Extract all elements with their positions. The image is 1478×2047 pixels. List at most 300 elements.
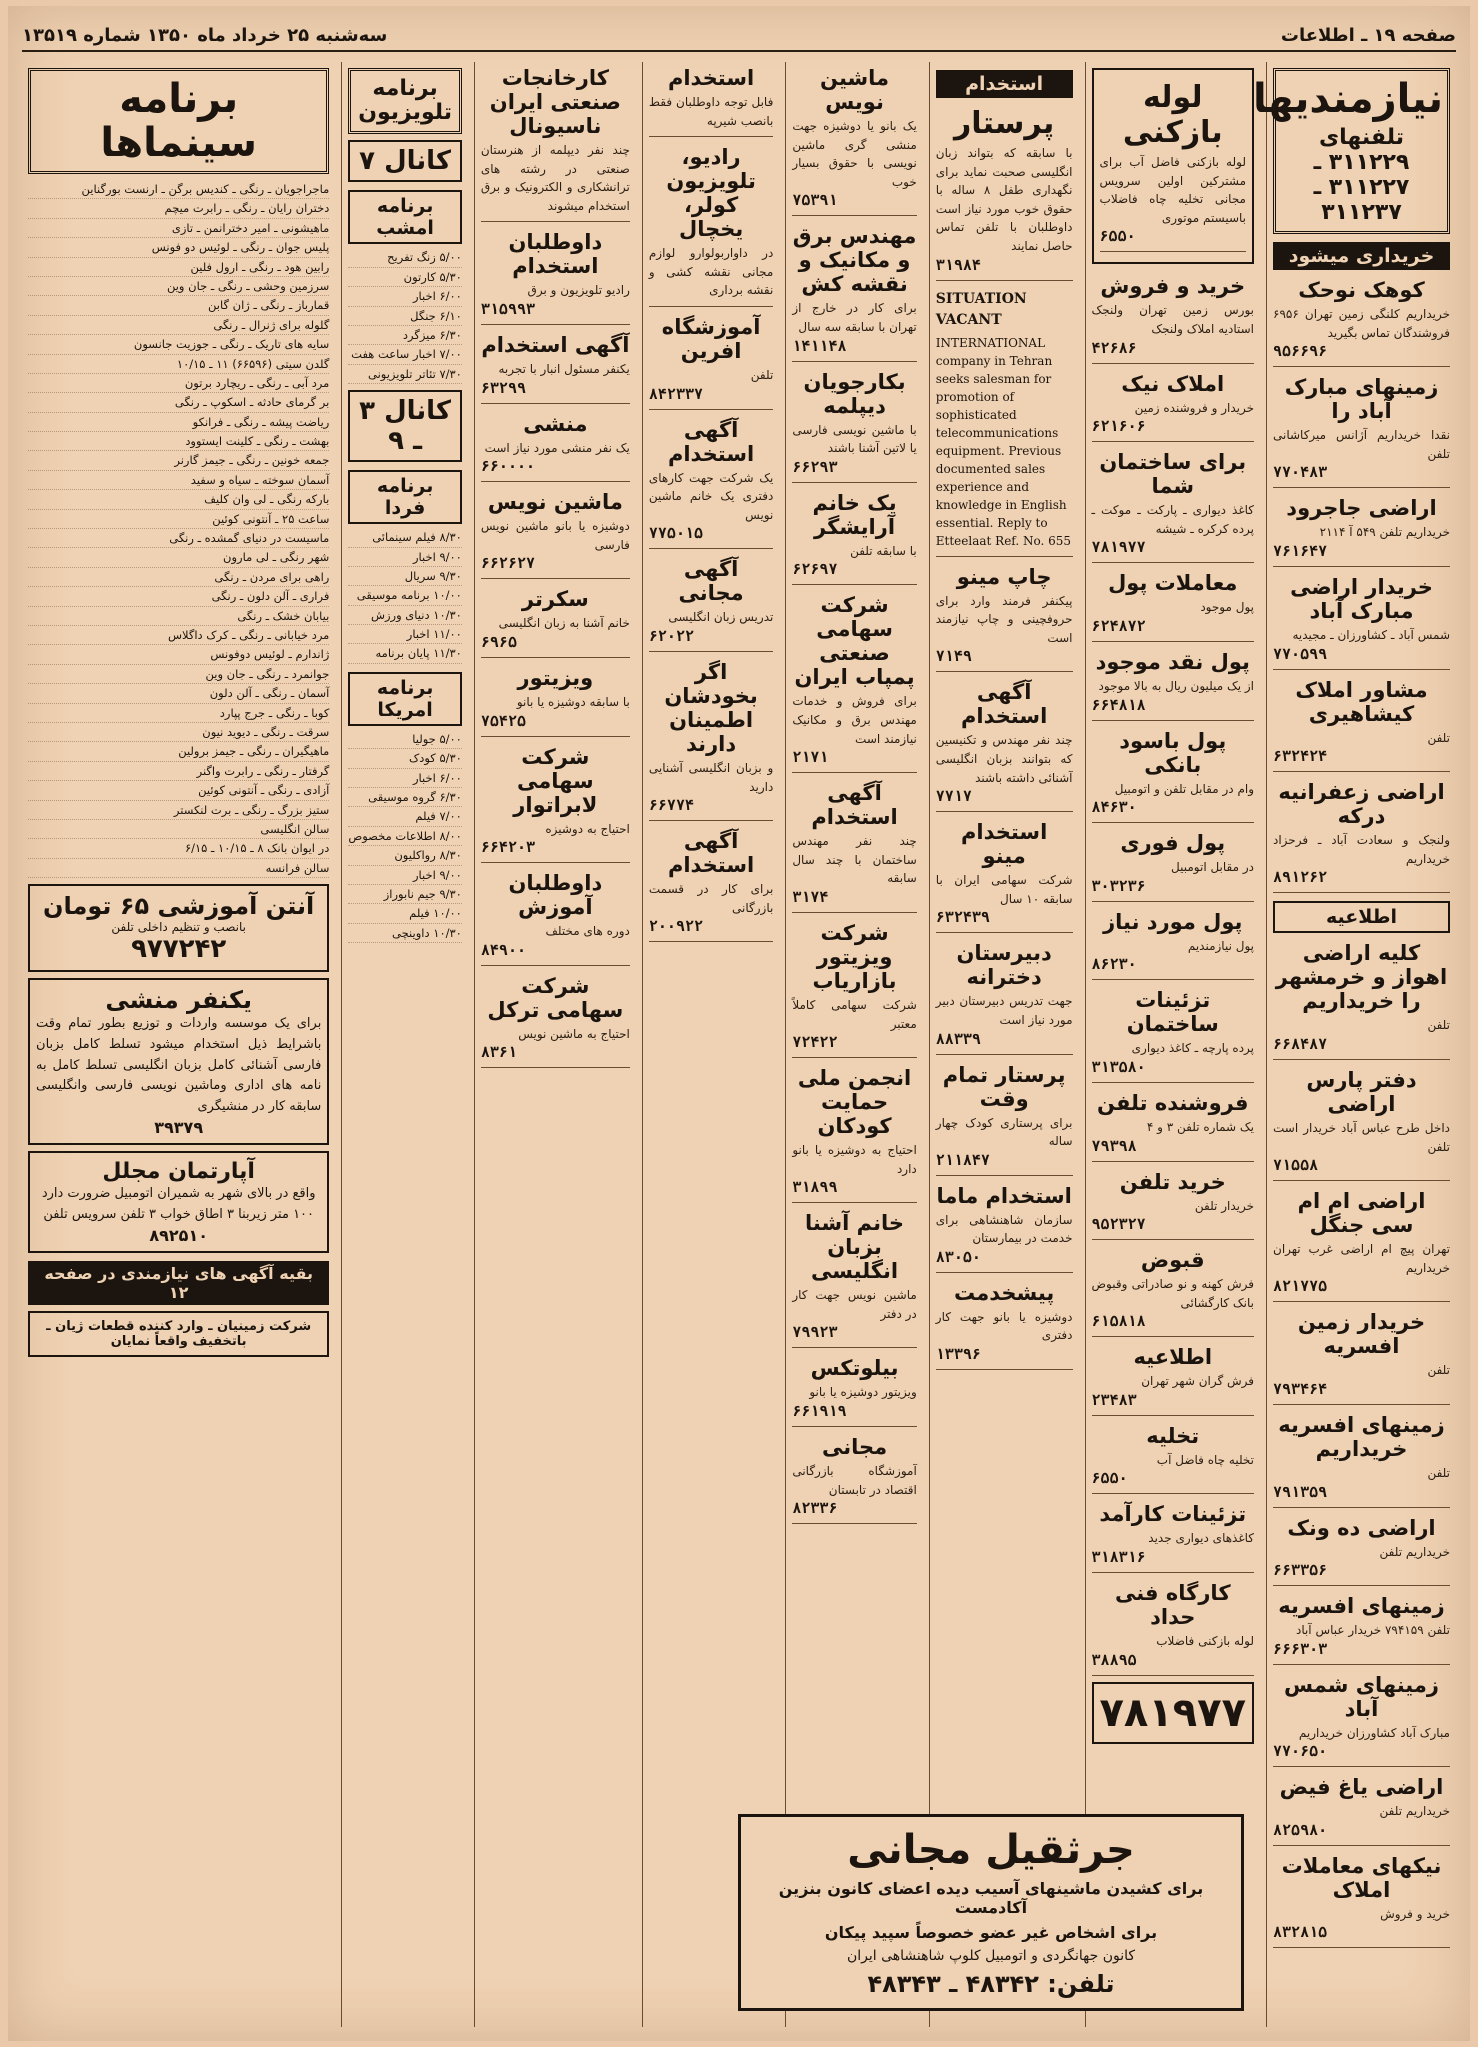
ad (792, 917, 916, 1058)
ad-phone: ۶۶۲۹۳ (792, 457, 838, 476)
cinema-listing: بهشت ـ رنگی ـ کلینت ایستوود (28, 432, 329, 451)
column-estekhdam (929, 62, 1079, 2027)
cinema-listing: ماجراجویان ـ رنگی ـ کندیس برگن ـ ارنست بورگناین (28, 180, 329, 199)
ad-text: دوشیزه یا بانو جهت کار دفتری (935, 1309, 1073, 1343)
ad (936, 102, 1073, 281)
ad-heading: یکنفر منشی (105, 986, 253, 1015)
ad (1092, 1166, 1254, 1241)
towing-line-2: برای اشخاص غیر عضو خصوصاً سپید پیکان (824, 1923, 1158, 1942)
cinema-listing: سالن فرانسه (28, 859, 329, 878)
ad-heading: ماشین نویس (487, 490, 623, 515)
america-title: برنامه امریکا (348, 672, 462, 726)
ad-heading: تزئینات کارآمد (1099, 1502, 1247, 1527)
ad-text: لوله بازکنی فاضلاب (1156, 1634, 1254, 1649)
cinema-listing: بر گرمای حادثه ـ اسکوپ ـ رنگی (28, 393, 329, 412)
cinema-listing: گرفتار ـ رنگی ـ رابرت واگنر (28, 762, 329, 781)
ad (1273, 1185, 1450, 1302)
ad-phone: ۷۷۰۶۵۰ (1273, 1742, 1328, 1761)
ad-phone: ۷۵۴۲۵ (480, 711, 527, 730)
channel-7: کانال ۷ (348, 140, 462, 182)
ad-text: و بزبان انگلیسی آشنایی دارید (648, 760, 774, 794)
cinema-listing: آسمان ـ رنگی ـ آلن دلون (28, 684, 329, 703)
ad-heading: آگهی استخدام (961, 680, 1048, 729)
ad-text: شرکت سهامی ایران با سابقه ۱۰ سال (935, 873, 1073, 906)
cinema-listing: ژاندارم ـ لوئیس دوفونس (28, 645, 329, 664)
towing-heading: جرثقیل مجانی (847, 1827, 1135, 1873)
ad-heading: آگهی استخدام (811, 781, 898, 830)
column-karkhaneh (474, 62, 636, 2027)
cinema-listing: ریاضت پیشه ـ رنگی ـ فرانکو (28, 413, 329, 432)
ad-text: یک بانو یا دوشیزه جهت منشی گری ماشین نویسی با حقوق بسیار خوب (792, 119, 917, 189)
ad-text: یک شماره تلفن ۳ و ۴ (1146, 1119, 1254, 1134)
ad (1092, 567, 1254, 642)
ad-phone: ۷۱۴۹ (935, 647, 972, 666)
ad (1273, 492, 1450, 567)
ad-phone: ۶۶۴۸۱۸ (1091, 695, 1146, 714)
ad (1273, 371, 1450, 488)
america-program-line: ۹/۰۰ اخبار (348, 866, 462, 885)
ad-heading: اراضی ده ونک (1287, 1515, 1436, 1540)
ad-heading: آگهی استخدام (481, 332, 630, 357)
ad (1273, 1306, 1450, 1405)
america-program-line: ۶/۰۰ اخبار (348, 769, 462, 788)
ad-text: ماشین نویس جهت کار در دفتر (792, 1288, 917, 1321)
ad-phone: ۶۱۵۸۱۸ (1091, 1312, 1146, 1331)
ad-text: آموزشگاه بازرگانی اقتصاد در تابستان (792, 1464, 917, 1497)
ad (1273, 1771, 1450, 1846)
ad-heading: فروشنده تلفن (1097, 1090, 1249, 1115)
ad-text: وام در مقابل تلفن و اتومبیل (1114, 781, 1254, 796)
ad-text: در مقابل اتومبیل (1171, 860, 1254, 875)
ad (1092, 906, 1254, 981)
ad-heading: استخدام (667, 66, 755, 90)
ad-heading: پول فوری (1120, 831, 1226, 856)
ad (1092, 368, 1254, 443)
ad-phone: ۳۱۹۸۴ (935, 255, 981, 274)
america-program-line: ۱۰/۰۰ فیلم (348, 904, 462, 923)
ad-phone: ۶۶۷۷۴ (648, 796, 695, 815)
english-ad-body: INTERNATIONAL company in Tehran seeks salesman for promotion of sophisticated telecommunications equipment. Previous documented sales experience and knowledge in English essential. Reply to Etteelaat Ref. No. 655 (935, 335, 1071, 548)
ad-heading: کلیه اراضی اهواز و خرمشهر را خریداریم (1275, 941, 1448, 1014)
ad-heading: اراضی زعفرانیه درکه (1278, 780, 1445, 829)
ad-heading: خرید و فروش (1100, 274, 1246, 299)
ad (936, 676, 1073, 812)
ad-heading: تخلیه (1146, 1423, 1200, 1448)
ad-text: چند نفر مهندس و تکنیسین که بتوانند بزبان انگلیسی آشنائی داشته باشند (935, 733, 1073, 785)
cinema-header (28, 68, 329, 174)
ad-text: برای فروش و خدمات مهندس برق و مکانیک نیازمند است (792, 694, 917, 746)
america-program-line: ۵/۰۰ جولیا (348, 730, 462, 749)
ad-heading: اراضی جاجرود (1286, 496, 1437, 521)
column-tv (341, 62, 468, 2027)
ad-text: فرش گران شهر تهران (1141, 1374, 1254, 1389)
cinema-listing: کوبا ـ رنگی ـ جرج پپارد (28, 704, 329, 723)
estekhdam-title: استخدام (936, 70, 1073, 98)
ad-heading: پول باسود بانکی (1119, 728, 1227, 777)
ad-text: با سابقه دوشیزه یا بانو (516, 694, 630, 709)
ad-text: از یک میلیون ریال به بالا موجود (1098, 678, 1254, 693)
america-program-line: ۶/۳۰ گروه موسیقی (348, 788, 462, 807)
ad (1092, 1498, 1254, 1573)
ad-heading: برای ساختمان شما (1099, 450, 1247, 499)
ad (1092, 1244, 1254, 1337)
ad-heading: زمینهای افسریه (1278, 1594, 1445, 1619)
ad-phone: ۶۶۴۲۰۳ (480, 838, 536, 857)
ad-heading: شرکت سهامی لابراتوار (513, 744, 598, 817)
ad (649, 825, 773, 942)
ad-heading: مشاور املاک کیشاهیری (1295, 677, 1428, 726)
cinema-listing: فراری ـ آلن دلون ـ رنگی (28, 587, 329, 606)
ad (1092, 646, 1254, 721)
ad-text: یکنفر مسئول انبار با تجربه (498, 361, 630, 376)
channel-3-9: کانال ۳ ـ ۹ (348, 390, 462, 462)
ad-heading: پرستار تمام وقت (942, 1062, 1066, 1111)
ad-phone: ۹۵۶۶۹۶ (1273, 342, 1328, 361)
tv-program-line: ۱۰/۰۰ برنامه موسیقی (348, 586, 462, 605)
column-cinema (22, 62, 335, 2027)
tv-program-line: ۵/۰۰ زنگ تفریح (348, 248, 462, 267)
cinema-listing: جمعه خونین ـ رنگی ـ جیمز گارنر (28, 451, 329, 470)
ad-phone: ۷۹۳۴۶۴ (1273, 1379, 1328, 1398)
ad-phone: ۷۹۱۳۵۹ (1273, 1482, 1328, 1501)
ad-phone: ۷۷۵۰۱۵ (648, 524, 704, 543)
ad-heading: ویزیتور (517, 665, 594, 690)
america-program-line: ۹/۳۰ جیم نابوراز (348, 885, 462, 904)
ad-phone: ۸۴۲۳۳۷ (648, 384, 704, 403)
ad-text: در داواربولوارو لوازم مجانی نقشه کشی و نقشه برداری (648, 246, 774, 298)
ad-phone: ۶۳۲۴۳۹ (935, 908, 990, 927)
ad (481, 662, 630, 737)
ad-heading: یک خانم آرایشگر (812, 490, 897, 539)
ad (1273, 1512, 1450, 1587)
cinema-listing: سرزمین وحشی ـ رنگی ـ جان وین (28, 277, 329, 296)
ad (481, 970, 630, 1069)
ad-text: نقدا خریداریم آژانس میرکاشانی تلفن (1273, 428, 1450, 461)
ad-phone: ۱۳۳۹۶ (935, 1345, 981, 1364)
cinema-listing: ستیز بزرگ ـ رنگی ـ برت لنکستر (28, 801, 329, 820)
ad-heading: اگر بخودشان اطمینان دارند (664, 659, 758, 756)
ad (1273, 571, 1450, 670)
apartment-ad (28, 1151, 329, 1253)
cinema-listing: ماهیشونی ـ امیر دخترانمن ـ تازی (28, 219, 329, 238)
ad-text: خانم آشنا به زبان انگلیسی (498, 616, 630, 631)
ad-phone: ۲۱۱۸۴۷ (935, 1150, 990, 1169)
ad-text: خریداریم تلفن (1379, 1804, 1450, 1819)
cinema-listing: ماهیگیران ـ رنگی ـ جیمز برولین (28, 742, 329, 761)
ad-phone: ۶۲۴۸۷۲ (1091, 616, 1146, 635)
ad (1092, 1577, 1254, 1676)
ad-phone: ۲۰۰۹۲۲ (648, 917, 704, 936)
ad-phone: ۷۵۳۹۱ (792, 191, 838, 210)
ad (1273, 1064, 1450, 1181)
ad (936, 937, 1073, 1054)
ad-text: دوشیزه یا بانو ماشین نویس فارسی (480, 519, 630, 552)
ad-text: چند نفر مهندس ساختمان با چند سال سابقه (792, 834, 917, 886)
ad (792, 62, 916, 216)
ad-phone: ۸۴۹۰۰ (480, 940, 527, 959)
ad (1092, 827, 1254, 902)
ad-heading: آگهی استخدام (667, 829, 755, 878)
ad-phone: ۹۵۲۳۲۷ (1091, 1215, 1146, 1234)
masthead-page-label: صفحه ۱۹ ـ اطلاعات (1280, 24, 1456, 46)
ad-text: خریدار تلفن (1194, 1198, 1254, 1213)
ad-text: رادیو تلویزیون و برق (527, 283, 630, 298)
ad-phone: ۸۳۲۸۱۵ (1273, 1923, 1328, 1942)
big-phone: ۷۸۱۹۷۷ (1099, 1689, 1246, 1736)
ad-text: با سابقه که بتواند زبان انگلیسی صحبت نماید برای نگهداری طفل ۸ ساله با حقوق خوب مورد نیاز است داوطلبان با تلفن تماس حاصل نمایند (935, 146, 1073, 253)
continued-note: بقیه آگهی های نیازمندی در صفحه ۱۲ (28, 1261, 329, 1305)
ad (481, 583, 630, 658)
ad-text: خرید و فروش (1380, 1906, 1450, 1921)
ad-heading: ماشین نویس (820, 66, 890, 114)
ad (1273, 937, 1450, 1060)
ad-heading: خانم آشنا بزبان انگلیسی (805, 1211, 905, 1284)
towing-ad (738, 1814, 1244, 2011)
ad (792, 366, 916, 483)
ad-text: تلفن ۷۹۴۱۵۹ خریدار عباس آباد (1295, 1623, 1450, 1638)
tv-program-line: ۷/۳۰ تئاتر تلویزیونی (348, 365, 462, 384)
ad-heading: آنتن آموزشی ۶۵ تومان (43, 892, 315, 921)
ad-heading: پیشخدمت (953, 1280, 1055, 1305)
tv-program-line: ۱۱/۰۰ اخبار (348, 625, 462, 644)
ad (1273, 1850, 1450, 1949)
ad-phone: ۶۶۱۹۱۹ (792, 1402, 847, 1421)
ad (481, 62, 630, 222)
ad-heading: پرستار (954, 106, 1055, 141)
ad-heading: داوطلبان استخدام (508, 230, 603, 279)
ad-phone: ۶۶۸۴۸۷ (1273, 1034, 1328, 1053)
ad-text: پول موجود (1200, 600, 1254, 615)
munshi-ad (28, 978, 329, 1145)
ad-phone: ۳۱۷۴ (792, 887, 829, 906)
ad (481, 329, 630, 404)
ad (1092, 725, 1254, 824)
ad-heading: املاک نیک (1121, 371, 1225, 396)
ad-text: تخلیه چاه فاضل آب (1156, 1452, 1254, 1467)
ad-text: بانصب و تنظیم داخلی تلفن (111, 920, 246, 935)
ad-text: خریداریم تلفن (1379, 1544, 1450, 1559)
america-program-line: ۱۰/۳۰ داوینچی (348, 924, 462, 943)
ad-heading: معاملات پول (1108, 571, 1238, 596)
ad-heading: پول نقد موجود (1095, 649, 1250, 674)
cinema-listing: ساعت ۲۵ ـ آنتونی کوئین (28, 510, 329, 529)
ad-phone: ۶۶۲۶۲۷ (480, 554, 536, 573)
ad-heading: اراضی یاغ فیض (1279, 1775, 1444, 1800)
ad-text: پول نیازمندیم (1187, 938, 1254, 953)
ad-text: پرده پارچه ـ کاغذ دیواری (1131, 1041, 1254, 1056)
masthead (22, 20, 1456, 52)
ad-heading: اطلاعیه (1133, 1345, 1213, 1370)
ad (481, 408, 630, 483)
ad-phone: ۸۳۶۱ (480, 1043, 517, 1062)
ad-phone: ۷۹۳۹۸ (1091, 1136, 1137, 1155)
ad (481, 226, 630, 325)
ad-phone: ۳۹۳۷۹ (154, 1118, 204, 1138)
ad-heading: دفتر پارس اراضی (1306, 1067, 1417, 1116)
ad (1273, 674, 1450, 773)
ad-phone: ۶۲۱۶۰۶ (1091, 417, 1146, 436)
ad (792, 1431, 916, 1524)
ad-phone: ۳۱۸۹۹ (792, 1178, 838, 1197)
ad-text: شمس آباد ـ کشاورزان ـ مجیدیه (1292, 627, 1450, 642)
ad-heading: شرکت ویزیتور بازاریاب (812, 920, 897, 993)
ad (936, 1277, 1073, 1370)
ad-phone: ۳۱۳۵۸۰ (1091, 1057, 1146, 1076)
ad (649, 141, 773, 307)
ad-heading: کوهک نوحک (1298, 278, 1425, 302)
ad-phone: ۶۵۵۰ (1091, 1469, 1128, 1488)
ad (792, 589, 916, 773)
ad-phone: ۸۳۰۵۰ (935, 1247, 981, 1266)
ad-text: پیکنفر فرمند وارد برای حروفچینی و چاپ نیازمند است (935, 593, 1073, 645)
ad-heading: شرکت سهامی صنعتی پمپاب ایران (794, 593, 915, 690)
ad-text: خریدار و فروشنده زمین (1134, 400, 1254, 415)
ad-phone: ۲۳۴۸۳ (1091, 1390, 1137, 1409)
ad-text: یک نفر منشی مورد نیاز است (484, 440, 630, 455)
ad-text: تلفن (1427, 1363, 1450, 1378)
ad-text: احتیاج به دوشیزه (545, 821, 630, 836)
big-phone-box (1092, 1682, 1254, 1744)
ad-phone: ۶۳۲۴۲۴ (1273, 747, 1328, 766)
company-ad (28, 1311, 329, 1357)
ad-phone: ۷۲۴۲۲ (792, 1033, 838, 1052)
ad-text: خریداریم کلنگی زمین تهران ۶۹۵۶ فروشندگان تماس بگیرید (1273, 307, 1450, 340)
ad-phone: ۶۶۰۰۰۰ (480, 457, 536, 476)
ad-text: کاغذهای دیواری جدید (1148, 1531, 1254, 1546)
cinema-listing: مرد آبی ـ رنگی ـ ریچارد برتون (28, 374, 329, 393)
niazmandiha-title: نیازمندیها (1252, 76, 1443, 122)
ad (649, 656, 773, 821)
cinema-listing: سایه های تاریک ـ رنگی ـ جوزیت جانسون (28, 335, 329, 354)
ad (792, 220, 916, 361)
ad-text: مبارک آباد کشاورزان خریداریم (1298, 1725, 1450, 1740)
ad-heading: پول مورد نیاز (1103, 909, 1243, 934)
cinema-listing: آسمان سوخته ـ سیاه و سفید (28, 471, 329, 490)
niazmandiha-header (1252, 68, 1450, 234)
ad-phone: ۴۲۶۸۶ (1091, 338, 1137, 357)
ad-text: برای یک موسسه واردات و توزیع بطور تمام وقت باشرایط ذیل استخدام میشود تسلط کامل بزبان فارسی آشنائی کامل بزبان انگلیسی تسلط کامل به نامه های اداری وماشین نویسی فارسی وانگلیسی سابقه کار در منشیگری (36, 1016, 322, 1115)
cinema-listing: راهی برای مردن ـ رنگی (28, 568, 329, 587)
ad-heading: قبوض (1140, 1248, 1205, 1273)
tv-tonight: برنامه امشب (348, 190, 462, 244)
ad-text: تلفن (1427, 1018, 1450, 1033)
ad-text: جهت تدریس دبیرستان دبیر مورد نیاز است (935, 994, 1073, 1027)
ad (1092, 270, 1254, 363)
ad (649, 62, 773, 137)
america-program-line: ۸/۳۰ رواکلیون (348, 846, 462, 865)
ad-phone: ۷۶۱۶۴۷ (1273, 541, 1328, 560)
cinema-listing: گلدن سیتی (۶۶۵۹۶) ۱۱ ـ ۱۰/۱۵ (28, 355, 329, 374)
ad-phone: ۶۶۶۳۰۳ (1273, 1639, 1328, 1658)
loleh-feature-ad (1092, 68, 1254, 264)
ad-phone: ۳۱۵۹۹۳ (480, 299, 536, 318)
ad-phone: ۸۲۱۷۷۵ (1273, 1277, 1328, 1296)
ad-phone: ۶۶۳۳۵۶ (1273, 1561, 1328, 1580)
ad (1273, 1590, 1450, 1665)
cinema-listing: در ایوان بانک ۸ ـ ۱۰/۱۵ ـ ۶/۱۵ (28, 839, 329, 858)
ad-heading: انجمن ملی حمایت کودکان (797, 1066, 912, 1139)
ad-text: تدریس زبان انگلیسی (668, 610, 774, 625)
ad (1273, 274, 1450, 367)
columns (22, 62, 1456, 2027)
ad-heading: شرکت سهامی ترکل (487, 973, 624, 1022)
ad-phone: ۶۳۲۹۹ (480, 378, 527, 397)
ad-heading: آموزشگاه افرین (661, 314, 761, 363)
ad-phone: ۷۱۵۵۸ (1273, 1156, 1319, 1175)
cinema-listing: ماسیست در دنیای گمشده ـ رنگی (28, 529, 329, 548)
ad-text: کاغذ دیواری ـ پارکت ـ موکت ـ پرده کرکره ـ شیشه (1091, 503, 1254, 536)
column-niazmandiha (1252, 62, 1456, 2027)
ad-heading: خریدار زمین افسریه (1297, 1310, 1426, 1359)
ad-heading: داوطلبان آموزش (508, 871, 603, 920)
masthead-date: سه‌شنبه ۲۵ خرداد ماه ۱۳۵۰ شماره ۱۳۵۱۹ (22, 24, 388, 46)
ad-heading: کارخانجات صنعتی ایران ناسیونال (489, 66, 621, 138)
ad-text: برای پرستاری کودک چهار ساله (935, 1115, 1073, 1149)
ad (1092, 1087, 1254, 1162)
tv-program-line: ۹/۳۰ سریال (348, 567, 462, 586)
cinema-listing: پلیس جوان ـ رنگی ـ لوئیس دو فونس (28, 238, 329, 257)
ad-phone: ۷۷۰۴۸۳ (1273, 463, 1328, 482)
ad-text: فرش کهنه و نو صادراتی وقبوض بانک کارگشائی (1091, 1277, 1254, 1310)
ad-text: احتیاج به دوشیزه یا بانو دارد (792, 1143, 917, 1176)
ad-text: تلفن (1427, 1465, 1450, 1480)
cinema-listing: رابین هود ـ رنگی ـ ارول فلین (28, 258, 329, 277)
towing-phone: ۴۸۳۴۲ ـ ۴۸۳۴۳ (867, 1970, 1039, 1998)
ad-heading: زمینهای شمس آباد (1284, 1672, 1439, 1721)
ad-heading: زمینهای مبارک آباد را (1284, 375, 1439, 424)
tv-title: برنامه تلویزیون (358, 76, 452, 126)
ad-heading: آپارتمان مجلل (102, 1159, 255, 1185)
ad (1273, 1409, 1450, 1508)
ad (649, 553, 773, 652)
ad-text: با سابقه تلفن (850, 543, 917, 558)
towing-line-3: کانون جهانگردی و اتومبیل کلوپ شاهنشاهی ایران (846, 1948, 1136, 1964)
ad-text: خریداریم تلفن ۵۴۹ آ ۲۱۱۴ (1319, 525, 1450, 540)
ad-phone: ۷۷۰۵۹۹ (1273, 644, 1328, 663)
ad-phone: ۷۹۹۲۳ (792, 1323, 838, 1342)
ad-phone: ۸۸۳۳۹ (935, 1029, 981, 1048)
ad-text: ولنجک و سعادت آباد ـ فرحزاد خریداریم (1273, 833, 1450, 866)
ad-heading: کارگاه فنی حداد (1114, 1581, 1231, 1630)
ad (792, 777, 916, 913)
ad-heading: سکرتر (521, 587, 589, 612)
ad-phone: ۹۷۷۲۴۲ (131, 934, 227, 965)
ad-heading: زمینهای افسریه خریداریم (1278, 1412, 1445, 1461)
ad-heading: خریدار اراضی مبارک آباد (1290, 574, 1433, 623)
tv-program-line: ۸/۳۰ فیلم سینمائی (348, 528, 462, 547)
ad-phone: ۷۸۱۹۷۷ (1091, 538, 1146, 557)
ad-phone: ۸۲۵۹۸۰ (1273, 1820, 1328, 1839)
ad (936, 1059, 1073, 1176)
ad (1092, 984, 1254, 1083)
ad-text: فابل توجه داوطلبان فقط بانصب شیرپه (648, 95, 774, 128)
ad-text: دوره های مختلف (545, 924, 630, 939)
ad-text: با ماشین نویسی فارسی یا لاتین آشنا باشند (792, 422, 917, 456)
ad-text: بورس زمین تهران ولنجک استادیه املاک ولنجک (1091, 303, 1254, 336)
ad-heading: تزئینات ساختمان (1126, 988, 1219, 1037)
ad-heading: چاپ مینو (956, 564, 1052, 589)
tv-program-line: ۶/۱۰ جنگل (348, 307, 462, 326)
tv-header (348, 68, 462, 134)
tv-program-line: ۶/۰۰ اخبار (348, 287, 462, 306)
tv-program-line: ۹/۰۰ اخبار (348, 548, 462, 567)
ad-text: داخل طرح عباس آباد خریدار است تلفن (1273, 1120, 1450, 1154)
towing-phone-label: تلفن: (1047, 1970, 1115, 1998)
column-farhadi (642, 62, 779, 2027)
cinema-listing: دختران رایان ـ رنگی ـ رابرت میچم (28, 199, 329, 218)
tv-program-line: ۷/۰۰ اخبار ساعت هفت (348, 345, 462, 364)
ad-phone: ۳۸۸۹۵ (1091, 1650, 1137, 1669)
